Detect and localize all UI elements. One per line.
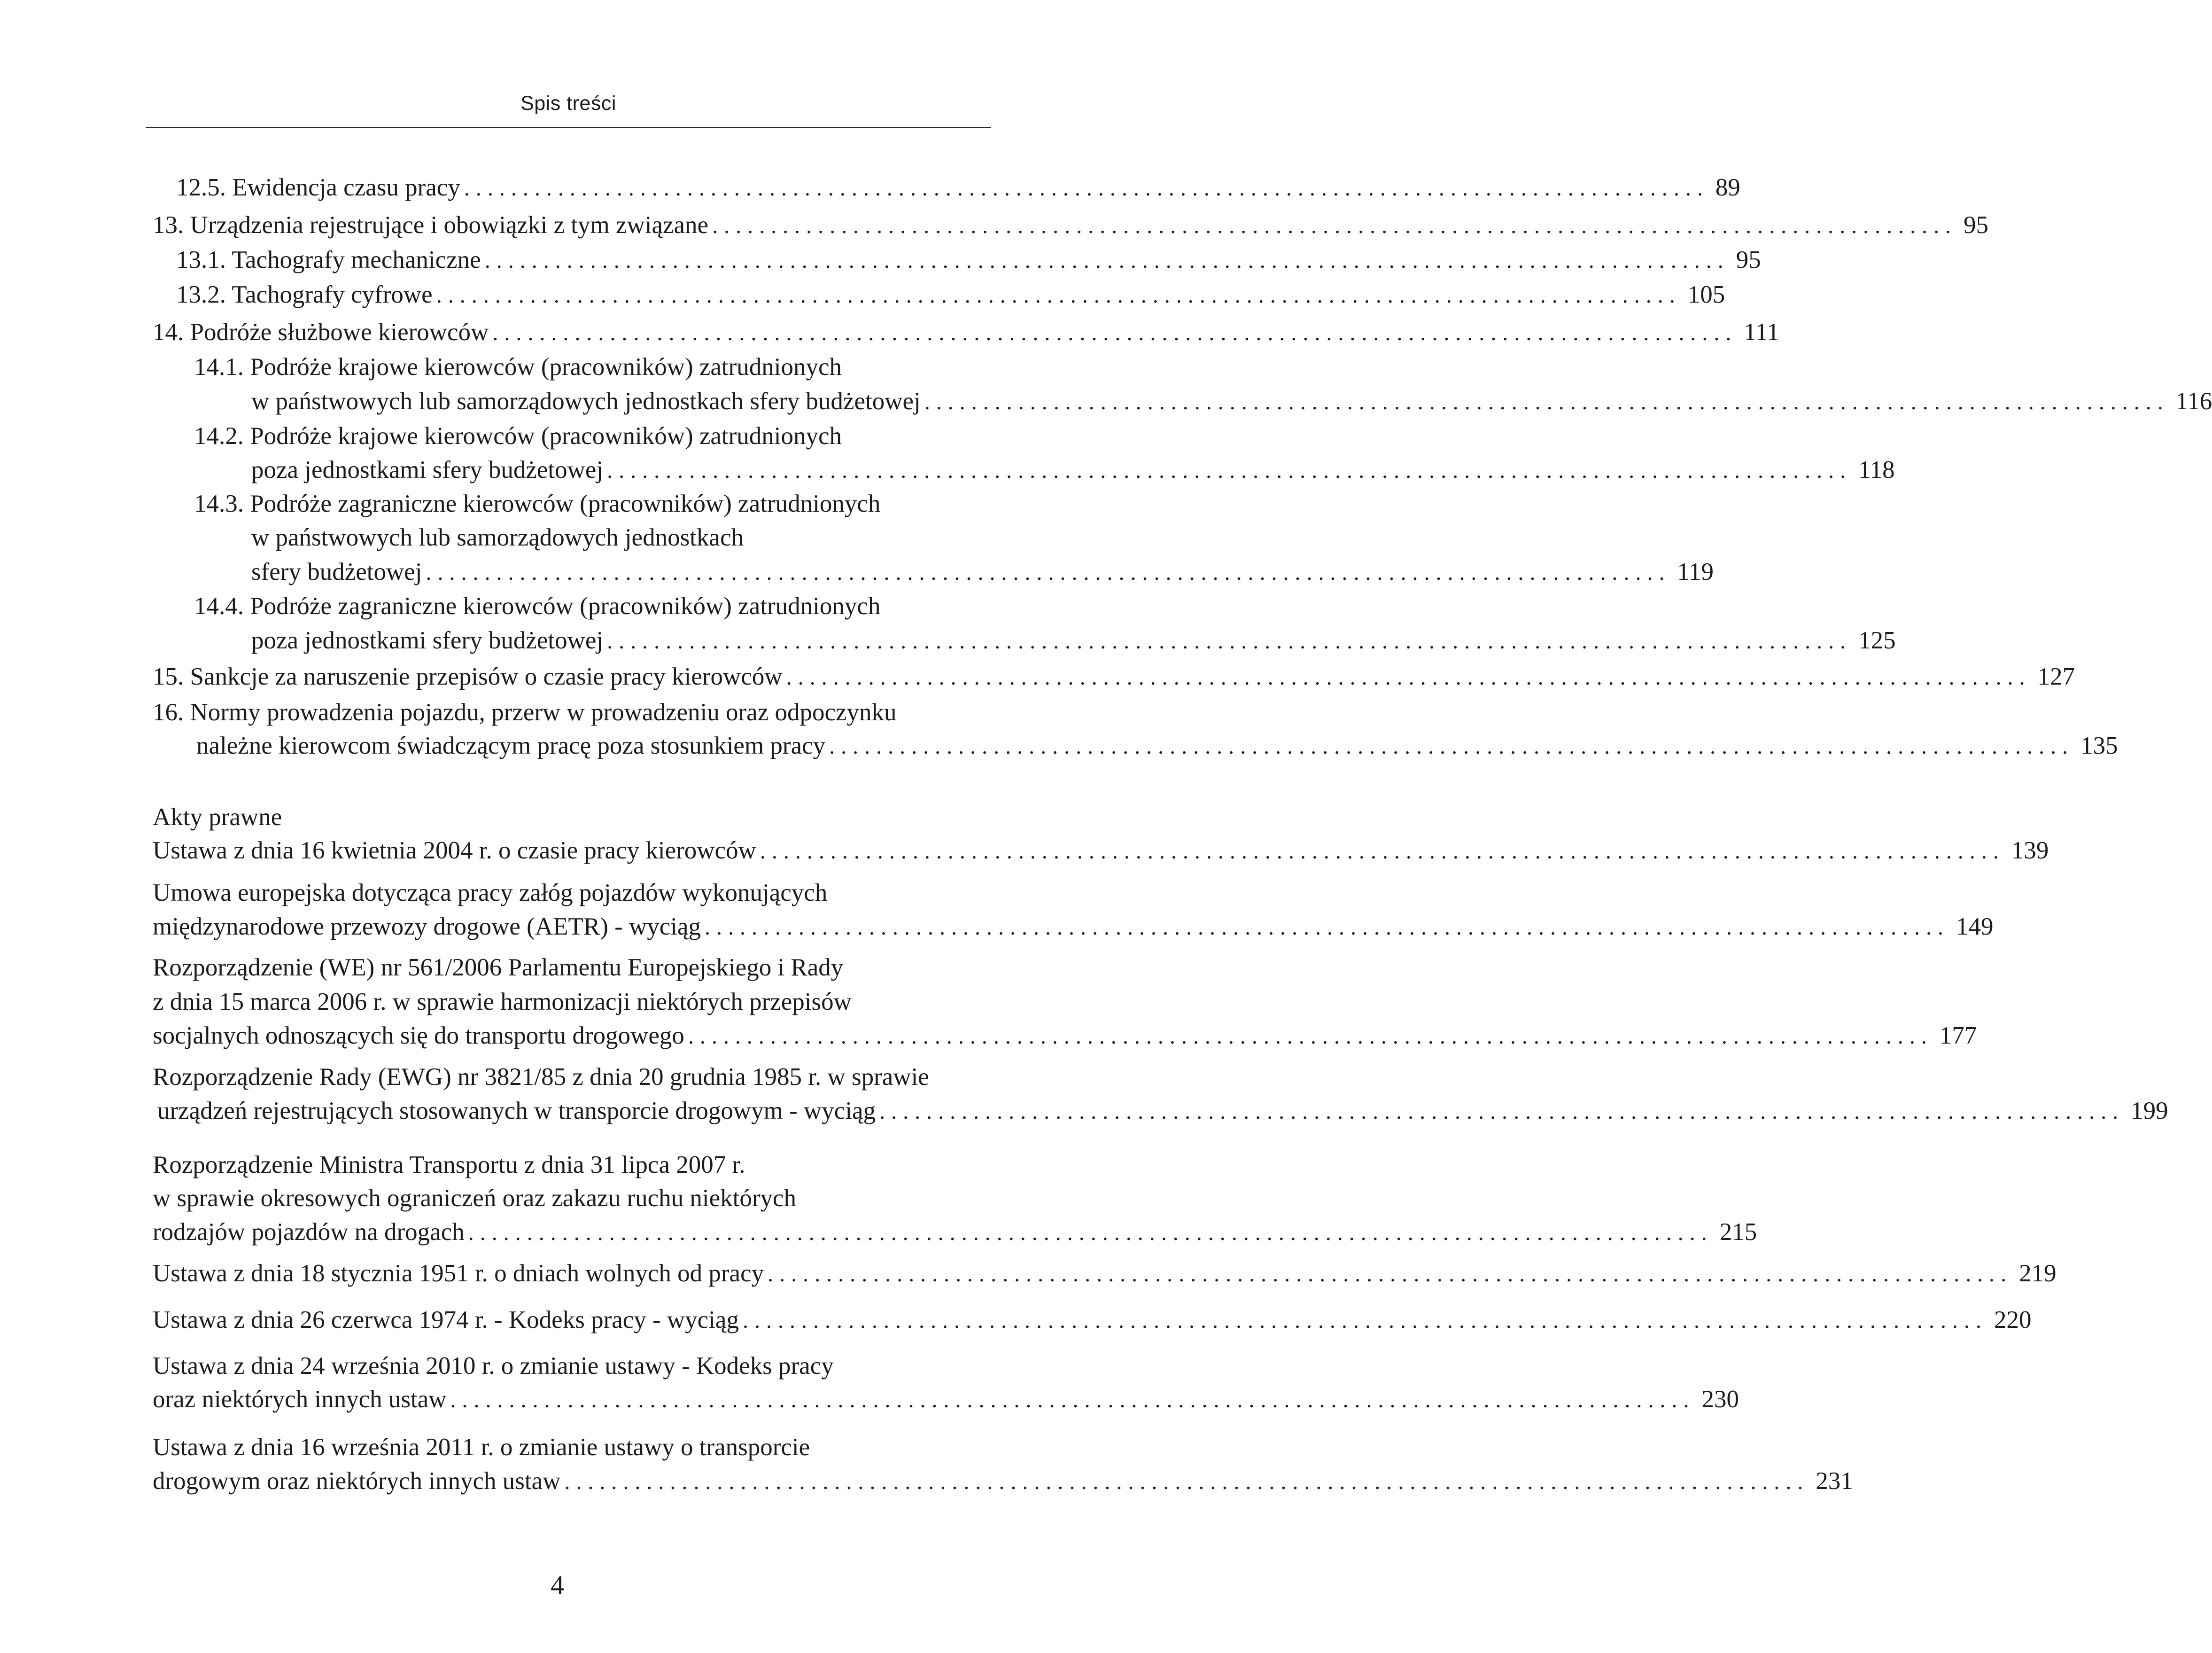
toc-entry-13-1[interactable]: [176, 245, 1761, 275]
dot-leader: ..........................................................................................................: [607, 458, 1852, 483]
act-entry-3-line1[interactable]: Rozporządzenie (WE) nr 561/2006 Parlamentu Europejskiego i Rady: [153, 954, 844, 981]
entry-title: należne kierowcom świadczącym pracę poza stosunkiem pracy: [196, 732, 826, 759]
entry-title: poza jednostkami sfery budżetowej: [251, 456, 604, 483]
entry-title: Ustawa z dnia 26 czerwca 1974 r. - Kodeks pracy - wyciąg: [153, 1306, 739, 1333]
dot-leader: ..........................................................................................................: [450, 1388, 1695, 1412]
act-entry-8-line1[interactable]: Ustawa z dnia 24 września 2010 r. o zmianie ustawy - Kodeks pracy: [153, 1352, 834, 1380]
entry-title: urządzeń rejestrujących stosowanych w transporcie drogowym - wyciąg: [157, 1097, 876, 1124]
act-entry-5[interactable]: [153, 1217, 1757, 1247]
header-rule: [146, 127, 991, 128]
dot-leader: ..........................................................................................................: [742, 1308, 1987, 1333]
dot-leader: ..........................................................................................................: [426, 560, 1671, 585]
toc-entry-14[interactable]: [153, 317, 1779, 347]
page-ref: 95: [1736, 246, 1761, 273]
entry-title: oraz niektórych innych ustaw: [153, 1386, 447, 1413]
act-entry-9[interactable]: [153, 1466, 1853, 1496]
dot-leader: ..........................................................................................................: [879, 1099, 2125, 1124]
toc-entry-14-3-line2[interactable]: w państwowych lub samorządowych jednostkach: [251, 524, 744, 551]
page-ref: 177: [1939, 1022, 1977, 1049]
page-ref: 219: [2019, 1260, 2057, 1287]
dot-leader: ..........................................................................................................: [712, 213, 1957, 238]
toc-entry-12-5[interactable]: [176, 172, 1740, 203]
entry-title: Ustawa z dnia 16 kwietnia 2004 r. o czasie pracy kierowców: [153, 837, 756, 864]
entry-title: w państwowych lub samorządowych jednostkach sfery budżetowej: [251, 388, 921, 415]
toc-entry-14-3-line1[interactable]: 14.3. Podróże zagraniczne kierowców (pracowników) zatrudnionych: [194, 490, 881, 517]
entry-title: sfery budżetowej: [251, 558, 422, 585]
toc-entry-16-line1[interactable]: 16. Normy prowadzenia pojazdu, przerw w prowadzeniu oraz odpoczynku: [153, 699, 897, 726]
dot-leader: ..........................................................................................................: [829, 734, 2074, 759]
act-entry-8[interactable]: [153, 1384, 1739, 1414]
dot-leader: ..........................................................................................................: [484, 248, 1730, 273]
page-ref: 127: [2037, 663, 2075, 690]
entry-title: międzynarodowe przewozy drogowe (AETR) - wyciąg: [153, 913, 701, 940]
toc-entry-14-4[interactable]: [251, 625, 1896, 655]
toc-entry-14-3[interactable]: [251, 557, 1714, 587]
page-ref: 116: [2175, 388, 2212, 415]
toc-entry-14-1-line1[interactable]: 14.1. Podróże krajowe kierowców (pracowników) zatrudnionych: [194, 353, 842, 381]
dot-leader: ..........................................................................................................: [705, 915, 1950, 940]
running-header: Spis treści: [520, 92, 616, 115]
act-entry-5-line1[interactable]: Rozporządzenie Ministra Transportu z dnia 31 lipca 2007 r.: [153, 1151, 745, 1178]
entry-title: 12.5. Ewidencja czasu pracy: [176, 174, 460, 201]
act-entry-7[interactable]: [153, 1305, 2032, 1335]
toc-entry-13[interactable]: [153, 210, 1989, 240]
entry-title: poza jednostkami sfery budżetowej: [251, 627, 604, 654]
page-ref: 118: [1858, 456, 1895, 483]
act-entry-9-line1[interactable]: Ustawa z dnia 16 września 2011 r. o zmianie ustawy o transporcie: [153, 1434, 810, 1461]
page-ref: 230: [1701, 1386, 1739, 1413]
act-entry-2-line1[interactable]: Umowa europejska dotycząca pracy załóg pojazdów wykonujących: [153, 879, 828, 906]
dot-leader: ..........................................................................................................: [768, 1262, 2013, 1287]
page-ref: 231: [1816, 1467, 1853, 1495]
page-ref: 95: [1964, 211, 1989, 239]
page-ref: 89: [1715, 174, 1740, 201]
page-number: 4: [551, 1570, 564, 1600]
dot-leader: ..........................................................................................................: [492, 320, 1738, 345]
act-entry-4[interactable]: [157, 1096, 2168, 1126]
page-ref: 220: [1994, 1306, 2032, 1333]
dot-leader: ..........................................................................................................: [786, 665, 2031, 690]
act-entry-2[interactable]: [153, 912, 1994, 942]
toc-entry-15[interactable]: [153, 662, 2075, 692]
entry-title: drogowym oraz niektórych innych ustaw: [153, 1467, 561, 1495]
page-ref: 111: [1744, 319, 1779, 346]
entry-title: 13.2. Tachografy cyfrowe: [176, 281, 433, 308]
act-entry-1[interactable]: [153, 835, 2049, 865]
page-ref: 135: [2080, 732, 2118, 759]
entry-title: 13.1. Tachografy mechaniczne: [176, 246, 481, 273]
dot-leader: ..........................................................................................................: [760, 839, 2005, 864]
dot-leader: ..........................................................................................................: [607, 629, 1852, 654]
dot-leader: ..........................................................................................................: [924, 390, 2169, 414]
act-entry-3-line2[interactable]: z dnia 15 marca 2006 r. w sprawie harmonizacji niektórych przepisów: [153, 988, 852, 1015]
section-heading-legal-acts: Akty prawne: [153, 803, 282, 831]
page-ref: 139: [2011, 837, 2049, 864]
toc-entry-13-2[interactable]: [176, 280, 1725, 310]
page-ref: 105: [1687, 281, 1725, 308]
page-ref: 199: [2131, 1097, 2168, 1124]
toc-entry-14-4-line1[interactable]: 14.4. Podróże zagraniczne kierowców (pracowników) zatrudnionych: [194, 593, 881, 620]
dot-leader: ..........................................................................................................: [688, 1024, 1933, 1049]
dot-leader: ..........................................................................................................: [436, 283, 1681, 308]
entry-title: 15. Sankcje za naruszenie przepisów o czasie pracy kierowców: [153, 663, 783, 690]
toc-entry-14-2[interactable]: [251, 455, 1895, 485]
entry-title: 13. Urządzenia rejestrujące i obowiązki z tym związane: [153, 211, 709, 239]
toc-entry-14-2-line1[interactable]: 14.2. Podróże krajowe kierowców (pracowników) zatrudnionych: [194, 422, 842, 450]
page-ref: 215: [1719, 1218, 1757, 1246]
entry-title: rodzajów pojazdów na drogach: [153, 1218, 465, 1246]
entry-title: socjalnych odnoszących się do transportu drogowego: [153, 1022, 684, 1049]
dot-leader: ..........................................................................................................: [468, 1220, 1713, 1245]
toc-entry-14-1[interactable]: [251, 386, 2212, 416]
act-entry-4-line1[interactable]: Rozporządzenie Rady (EWG) nr 3821/85 z dnia 20 grudnia 1985 r. w sprawie: [153, 1063, 929, 1091]
page-ref: 149: [1956, 913, 1994, 940]
dot-leader: ..........................................................................................................: [464, 176, 1709, 201]
page-ref: 125: [1858, 627, 1896, 654]
act-entry-3[interactable]: [153, 1021, 1977, 1051]
entry-title: Ustawa z dnia 18 stycznia 1951 r. o dniach wolnych od pracy: [153, 1260, 764, 1287]
toc-entry-16[interactable]: [196, 731, 2118, 761]
act-entry-6[interactable]: [153, 1258, 2057, 1288]
dot-leader: ..........................................................................................................: [564, 1469, 1809, 1494]
entry-title: 14. Podróże służbowe kierowców: [153, 319, 489, 346]
act-entry-5-line2[interactable]: w sprawie okresowych ograniczeń oraz zakazu ruchu niektórych: [153, 1185, 797, 1212]
page-ref: 119: [1677, 558, 1714, 585]
